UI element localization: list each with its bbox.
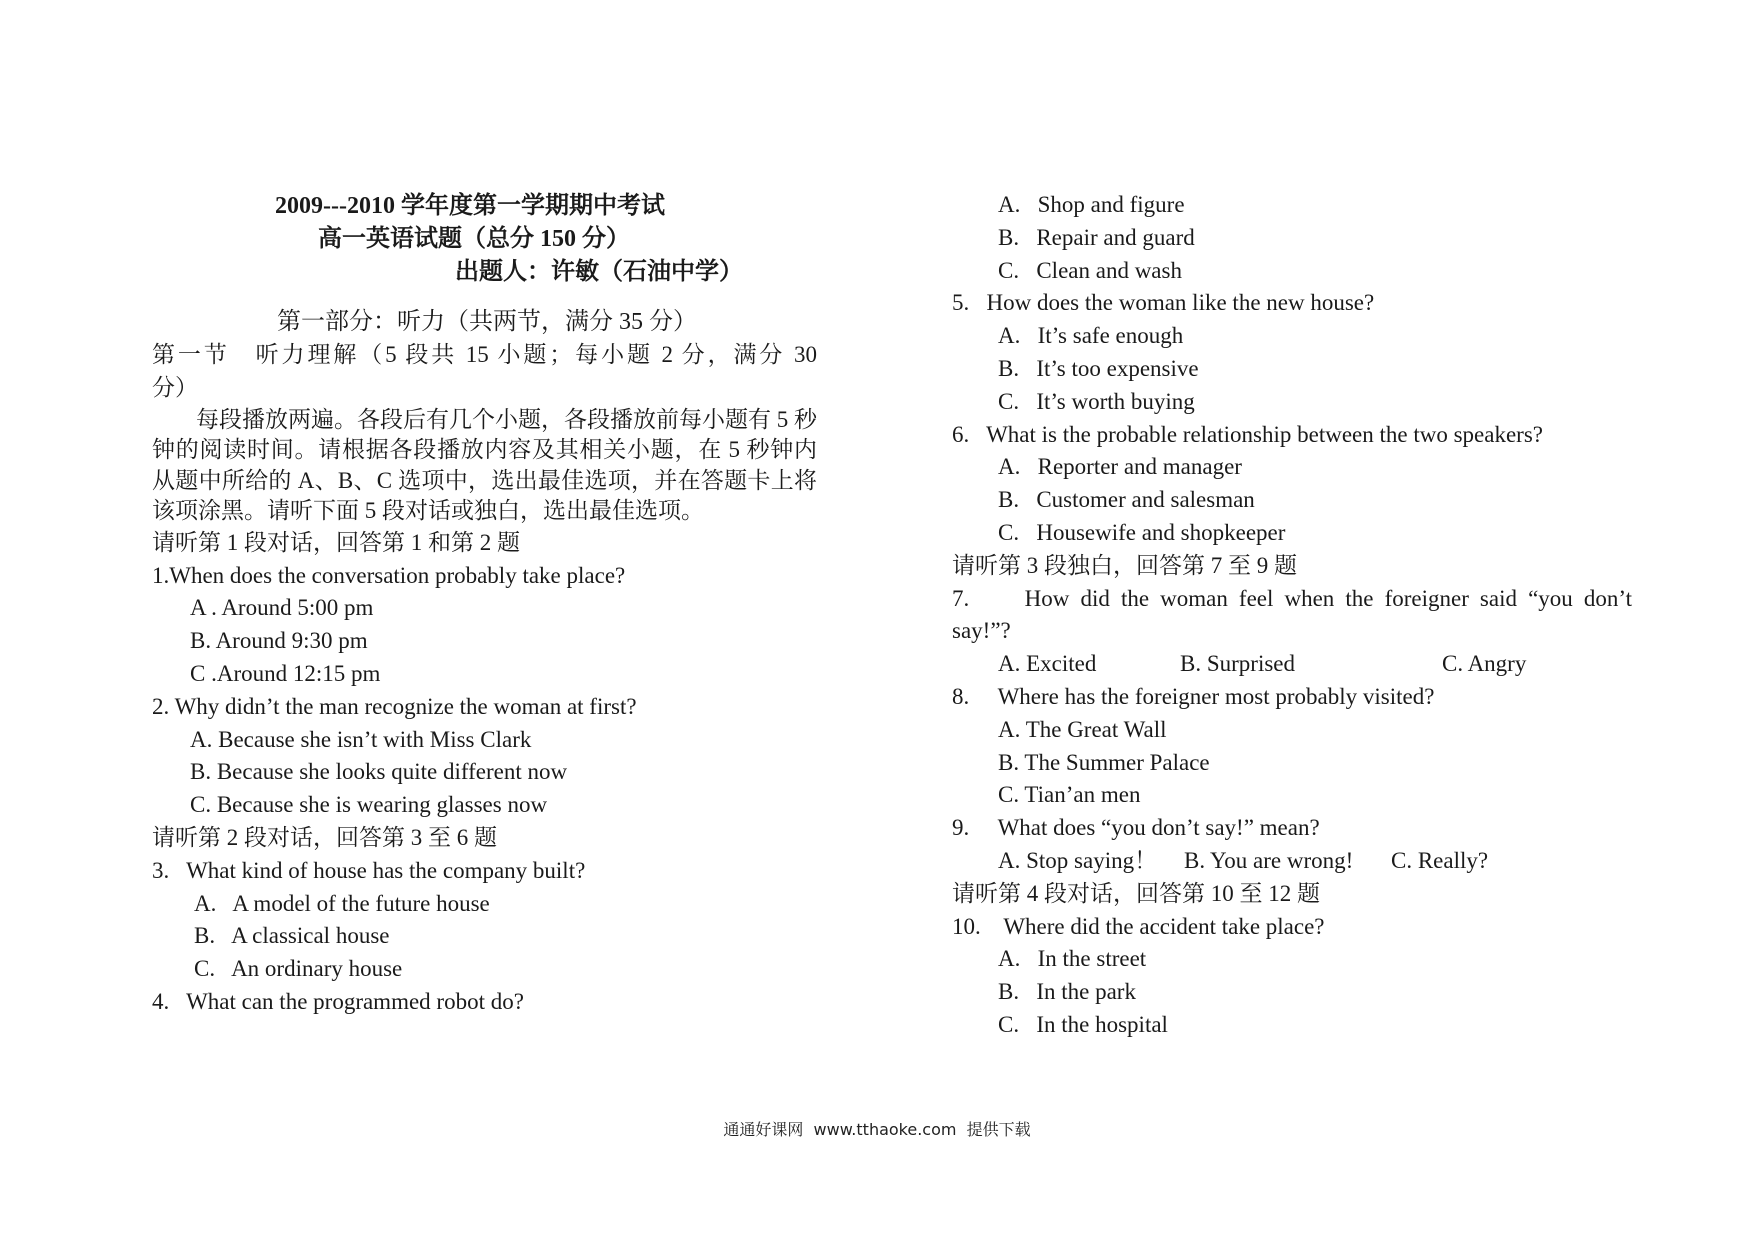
q9-option-a: A. Stop saying！ — [998, 847, 1158, 873]
q5-option-a: A. It’s safe enough — [998, 323, 1184, 349]
q2-option-b: B. Because she looks quite different now — [190, 759, 568, 785]
question-10: 10. Where did the accident take place? — [952, 913, 1325, 939]
question-6: 6. What is the probable relationship between the two speakers? — [952, 421, 1544, 447]
q3-option-b: B. A classical house — [194, 923, 390, 949]
section1-heading-line2: 分） — [152, 374, 198, 400]
question-7-line2: say!”? — [952, 618, 1011, 644]
exam-subtitle: 高一英语试题（总分 150 分） — [318, 225, 630, 252]
q6-option-b: B. Customer and salesman — [998, 487, 1255, 513]
question-5: 5. How does the woman like the new house? — [952, 290, 1375, 316]
section1-heading-line1: 第一节 听力理解（5 段共 15 小题；每小题 2 分，满分 30 — [152, 342, 817, 368]
segment3-intro: 请听第 3 段独白，回答第 7 至 9 题 — [952, 552, 1297, 578]
q1-option-b: B. Around 9:30 pm — [190, 628, 368, 654]
q2-option-a: A. Because she isn’t with Miss Clark — [190, 726, 532, 752]
q6-option-c: C. Housewife and shopkeeper — [998, 519, 1286, 545]
question-7-line1: 7. How did the woman feel when the foreigner said “you don’t — [952, 585, 1632, 611]
q1-option-c: C .Around 12:15 pm — [190, 660, 381, 686]
q4-option-a: A. Shop and figure — [998, 192, 1185, 217]
instructions-text: 每段播放两遍。各段后有几个小题，各段播放前每小题有 5 秒钟的阅读时间。请根据各段播放内容及其相关小题，在 5 秒钟内从题中所给的 A、B、C 选项中，选出最佳选项，并在答题卡上将该项涂黑。请听下面 5 段对话或独白，选出最佳选项。 — [152, 406, 817, 524]
question-2: 2. Why didn’t the man recognize the woman at first? — [152, 693, 637, 719]
q8-option-c: C. Tian’an men — [998, 782, 1141, 808]
q3-option-a: A. A model of the future house — [194, 890, 490, 916]
q9-option-c: C. Really? — [1391, 847, 1489, 873]
right-column — [952, 189, 1632, 1042]
exam-author: 出题人：许敏（石油中学） — [455, 258, 743, 285]
exam-title: 2009---2010 学年度第一学期期中考试 — [275, 193, 665, 219]
part1-heading: 第一部分：听力（共两节，满分 35 分） — [277, 309, 697, 336]
footer-source: 通通好课网 www.tthaoke.com 提供下载 — [723, 1120, 1031, 1139]
segment1-intro: 请听第 1 段对话，回答第 1 和第 2 题 — [152, 529, 520, 555]
q6-option-a: A. Reporter and manager — [998, 454, 1242, 480]
q5-option-c: C. It’s worth buying — [998, 388, 1195, 414]
q7-option-a: A. Excited — [998, 651, 1097, 677]
left-column — [152, 190, 817, 1019]
q7-option-b: B. Surprised — [1180, 651, 1295, 677]
q5-option-b: B. It’s too expensive — [998, 355, 1199, 381]
question-3: 3. What kind of house has the company built? — [152, 857, 586, 883]
q8-option-a: A. The Great Wall — [998, 716, 1167, 742]
q7-option-c: C. Angry — [1442, 651, 1527, 677]
q4-option-c: C. Clean and wash — [998, 257, 1182, 283]
q9-option-b: B. You are wrong! — [1184, 847, 1354, 873]
q10-option-b: B. In the park — [998, 979, 1136, 1005]
q4-option-b: B. Repair and guard — [998, 224, 1195, 250]
q8-option-b: B. The Summer Palace — [998, 749, 1210, 775]
q1-option-a: A . Around 5:00 pm — [190, 595, 374, 621]
question-4: 4. What can the programmed robot do? — [152, 988, 524, 1014]
q2-option-c: C. Because she is wearing glasses now — [190, 792, 548, 818]
q7-options-row — [952, 648, 1632, 681]
question-9: 9. What does “you don’t say!” mean? — [952, 815, 1320, 841]
q9-options-row — [952, 845, 1632, 878]
question-8: 8. Where has the foreigner most probably visited? — [952, 683, 1435, 709]
q3-option-c: C. An ordinary house — [194, 956, 403, 982]
instructions-paragraph — [152, 405, 817, 527]
segment4-intro: 请听第 4 段对话，回答第 10 至 12 题 — [952, 880, 1320, 906]
q10-option-a: A. In the street — [998, 946, 1147, 972]
question-1: 1.When does the conversation probably take place? — [152, 562, 626, 588]
segment2-intro: 请听第 2 段对话，回答第 3 至 6 题 — [152, 824, 497, 850]
q10-option-c: C. In the hospital — [998, 1011, 1168, 1037]
